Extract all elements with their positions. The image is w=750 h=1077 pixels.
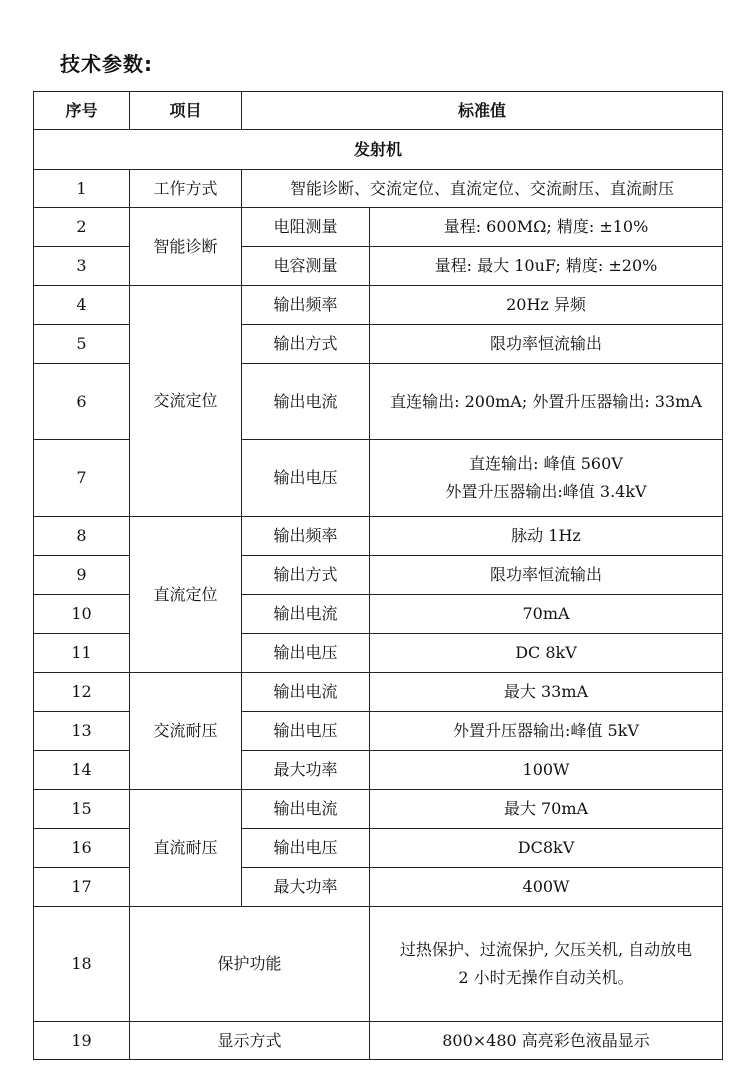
row-value: 400W — [370, 868, 723, 907]
spec-table — [33, 91, 723, 1060]
row-item: 输出电流 — [242, 790, 370, 829]
row-value: 限功率恒流输出 — [370, 325, 723, 364]
row-item: 电容测量 — [242, 247, 370, 286]
header-row — [34, 92, 723, 130]
row-value: 100W — [370, 751, 723, 790]
table-row — [34, 286, 723, 325]
row-number: 11 — [34, 634, 130, 673]
row-number: 19 — [34, 1022, 130, 1060]
row-item: 输出电压 — [242, 829, 370, 868]
row-number: 18 — [34, 907, 130, 1022]
row-number: 16 — [34, 829, 130, 868]
row-item: 输出频率 — [242, 286, 370, 325]
row-category: 直流耐压 — [130, 790, 242, 907]
value-line: 外置升压器输出:峰值 3.4kV — [445, 482, 647, 501]
row-item: 最大功率 — [242, 751, 370, 790]
row-number: 4 — [34, 286, 130, 325]
row-item: 输出方式 — [242, 556, 370, 595]
row-category: 交流耐压 — [130, 673, 242, 790]
table-row — [34, 517, 723, 556]
header-item: 项目 — [130, 92, 242, 130]
header-value: 标准值 — [242, 92, 723, 130]
row-value: 外置升压器输出:峰值 5kV — [370, 712, 723, 751]
table-row — [34, 673, 723, 712]
row-category: 显示方式 — [130, 1022, 370, 1060]
row-value: 800×480 高亮彩色液晶显示 — [370, 1022, 723, 1060]
row-item: 输出频率 — [242, 517, 370, 556]
row-item: 电阻测量 — [242, 208, 370, 247]
row-item: 输出电流 — [242, 673, 370, 712]
row-number: 3 — [34, 247, 130, 286]
row-item: 输出方式 — [242, 325, 370, 364]
row-number: 10 — [34, 595, 130, 634]
row-value: 最大 70mA — [370, 790, 723, 829]
table-row — [34, 1022, 723, 1060]
row-number: 17 — [34, 868, 130, 907]
row-value: DC 8kV — [370, 634, 723, 673]
page-title: 技术参数: — [60, 52, 153, 76]
row-value: 脉动 1Hz — [370, 517, 723, 556]
row-item: 输出电压 — [242, 634, 370, 673]
section-title: 发射机 — [34, 130, 723, 170]
row-item: 输出电压 — [242, 712, 370, 751]
value-line: 直连输出: 峰值 560V — [469, 454, 623, 473]
row-number: 15 — [34, 790, 130, 829]
row-value: 智能诊断、交流定位、直流定位、交流耐压、直流耐压 — [242, 170, 723, 208]
table-row — [34, 907, 723, 1022]
row-number: 12 — [34, 673, 130, 712]
row-number: 9 — [34, 556, 130, 595]
row-value: DC8kV — [370, 829, 723, 868]
row-item: 输出电流 — [242, 364, 370, 440]
row-number: 1 — [34, 170, 130, 208]
row-category: 智能诊断 — [130, 208, 242, 286]
row-category: 工作方式 — [130, 170, 242, 208]
row-value: 20Hz 异频 — [370, 286, 723, 325]
row-value: 70mA — [370, 595, 723, 634]
row-item: 输出电压 — [242, 440, 370, 517]
row-value — [370, 440, 723, 517]
row-number: 7 — [34, 440, 130, 517]
row-item: 最大功率 — [242, 868, 370, 907]
row-item: 输出电流 — [242, 595, 370, 634]
row-value: 量程: 最大 10uF; 精度: ±20% — [370, 247, 723, 286]
table-row — [34, 170, 723, 208]
table-row — [34, 790, 723, 829]
row-value: 直连输出: 200mA; 外置升压器输出: 33mA — [370, 364, 723, 440]
row-number: 14 — [34, 751, 130, 790]
header-no: 序号 — [34, 92, 130, 130]
row-number: 2 — [34, 208, 130, 247]
row-number: 13 — [34, 712, 130, 751]
row-value: 限功率恒流输出 — [370, 556, 723, 595]
row-number: 5 — [34, 325, 130, 364]
value-line: 过热保护、过流保护, 欠压关机, 自动放电 — [399, 940, 693, 959]
row-number: 8 — [34, 517, 130, 556]
row-number: 6 — [34, 364, 130, 440]
row-category: 保护功能 — [130, 907, 370, 1022]
table-row — [34, 208, 723, 247]
row-value — [370, 907, 723, 1022]
value-line: 2 小时无操作自动关机。 — [458, 968, 634, 987]
section-row — [34, 130, 723, 170]
row-value: 量程: 600MΩ; 精度: ±10% — [370, 208, 723, 247]
row-category: 交流定位 — [130, 286, 242, 517]
row-category: 直流定位 — [130, 517, 242, 673]
row-value: 最大 33mA — [370, 673, 723, 712]
